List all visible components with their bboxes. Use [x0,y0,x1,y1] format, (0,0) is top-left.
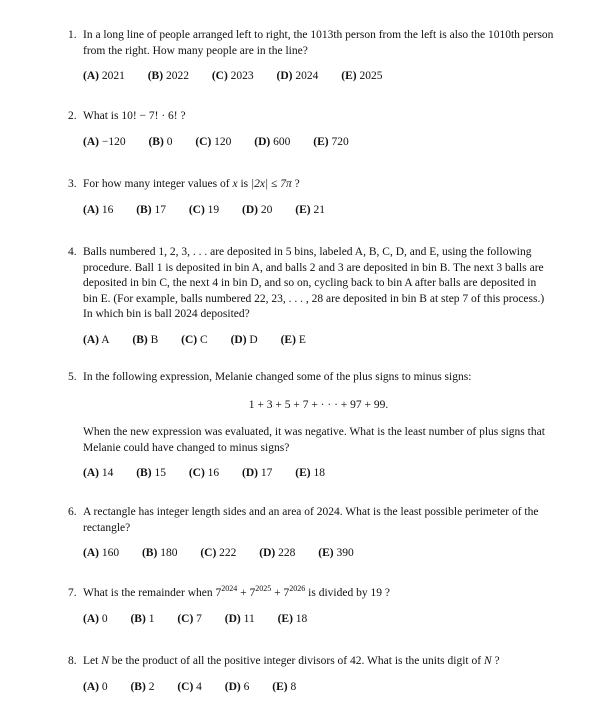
choice-e: (E) 18 [277,612,308,625]
choice-a: (A) 0 [83,612,108,625]
choice-c: (C) 222 [200,547,237,560]
choice-d: (D) 11 [224,612,255,625]
choice-c: (C) 4 [177,680,202,693]
problem-2 [68,109,554,150]
choice-a: (A) 160 [83,547,120,560]
choice-b: (B) 0 [148,135,173,148]
answer-choices [83,546,554,562]
choice-c: (C) 19 [188,203,220,216]
choice-d: (D) 228 [259,547,296,560]
problem-text: Balls numbered 1, 2, 3, . . . are deposited in 5 bins, labeled A, B, C, D, and E, using the following procedure. Ball 1 is deposited in bin A, and balls 2 and 3 are deposited in bin B. The next 3 balls are deposited in bin C, the next 4 in bin D, and so on, cycling back to bin A after balls are deposited in bin E. (For example, balls numbered 22, 23, . . . , 28 are deposited in bin B at step 7 of this process.) In which bin is ball 2024 deposited? [83,246,545,321]
problem-number: 8. [68,655,77,667]
problem-text: What is the remainder when $7^{2024} + 7^{2025} + 7^{2026}$ is divided by 19 ? [83,584,390,599]
choice-c: (C) 16 [188,467,220,480]
choice-c: (C) C [181,333,208,346]
problem-5 [68,370,554,482]
choice-d: (D) D [230,333,258,346]
problem-7 [68,586,554,627]
choice-a: (A) A [83,333,110,346]
choice-e: (E) 8 [272,680,297,693]
choice-a: (A) 0 [83,680,108,693]
answer-choices [83,612,554,628]
answer-choices [83,680,554,696]
problem-number: 1. [68,29,77,41]
choice-b: (B) 2022 [147,70,189,83]
display-expression: 1 + 3 + 5 + 7 + · · · + 97 + 99. [248,398,389,411]
problem-number: 2. [68,110,77,122]
choice-e: (E) 21 [295,203,325,216]
choice-b: (B) 15 [136,467,166,480]
answer-choices [83,333,554,349]
problem-text: When the new expression was evaluated, it was negative. What is the least number of plus signs that Melanie could have changed to minus signs? [83,426,545,454]
choice-d: (D) 2024 [276,70,319,83]
problem-text: What is 10! − 7! · 6! ? [83,110,186,122]
choice-b: (B) 17 [136,203,166,216]
problem-text: In a long line of people arranged left to right, the 1013th person from the left is also the 1010th person from the right. How many people are in the line? [83,29,554,57]
choice-b: (B) 2 [130,680,155,693]
choice-a: (A) −120 [83,135,126,148]
choice-d: (D) 20 [242,203,273,216]
choice-c: (C) 7 [177,612,202,625]
answer-choices [83,69,554,85]
choice-a: (A) 14 [83,467,114,480]
choice-b: (B) 180 [141,547,178,560]
choice-e: (E) 18 [295,467,325,480]
problem-text: A rectangle has integer length sides and an area of 2024. What is the least possible perimeter of the rectangle? [83,506,539,534]
choice-c: (C) 120 [195,135,232,148]
problem-1 [68,28,554,85]
problem-text: For how many integer values of x is |2x| ≤ 7π ? [83,178,300,190]
choice-a: (A) 2021 [83,70,125,83]
answer-choices [83,135,554,151]
choice-a: (A) 16 [83,203,114,216]
answer-choices [83,203,554,219]
problem-number: 5. [68,371,77,383]
choice-d: (D) 600 [254,135,291,148]
choice-e: (E) 2025 [341,70,383,83]
choice-d: (D) 6 [224,680,250,693]
problem-intro: In the following expression, Melanie changed some of the plus signs to minus signs: [83,371,472,383]
problem-number: 7. [68,587,77,599]
problem-3 [68,177,554,218]
choice-e: (E) 720 [313,135,349,148]
choice-e: (E) E [280,333,306,346]
problem-8 [68,654,554,695]
choice-e: (E) 390 [318,547,354,560]
problem-number: 3. [68,178,77,190]
problem-4 [68,245,554,349]
problem-text: Let N be the product of all the positive integer divisors of 42. What is the units digit of N ? [83,655,500,667]
answer-choices [83,466,554,482]
choice-c: (C) 2023 [211,70,254,83]
choice-b: (B) B [132,333,159,346]
problem-number: 6. [68,506,77,518]
choice-b: (B) 1 [130,612,155,625]
problem-number: 4. [68,246,77,258]
choice-d: (D) 17 [242,467,273,480]
problem-6 [68,505,554,562]
